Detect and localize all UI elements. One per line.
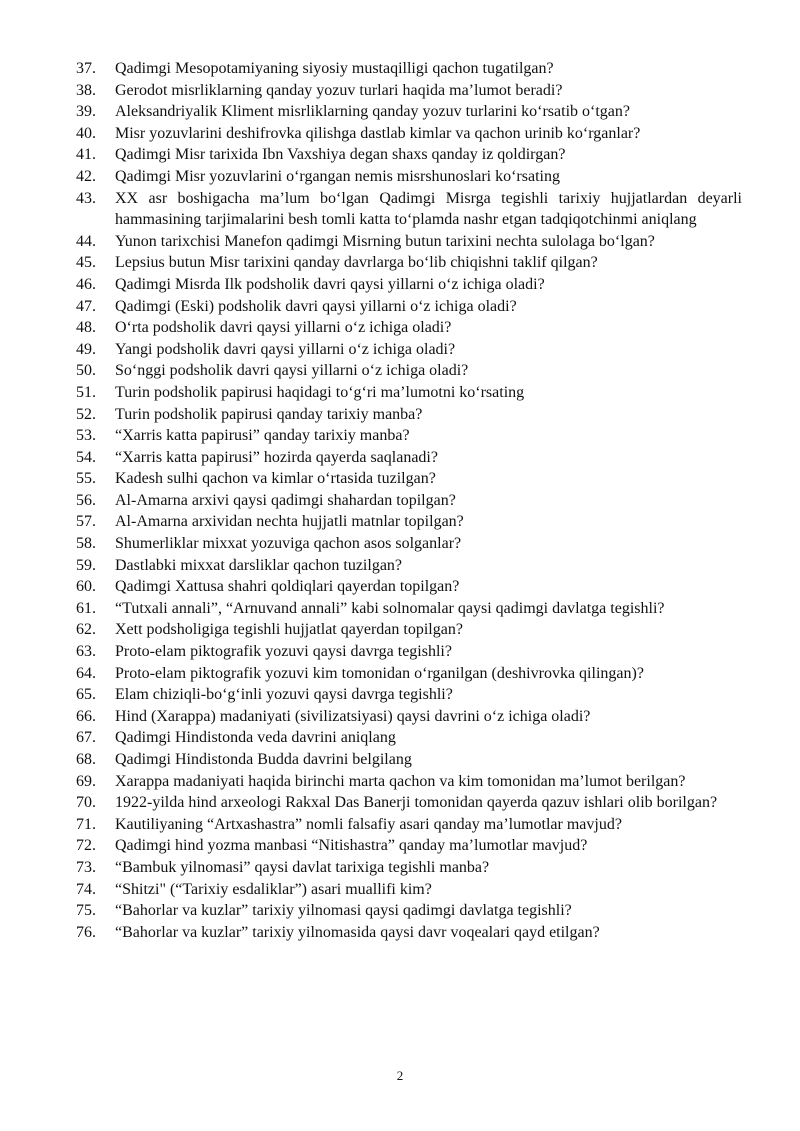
question-text: Qadimgi Misr tarixida Ibn Vaxshiya degan shaxs qanday iz qoldirgan? xyxy=(115,146,566,164)
question-item xyxy=(0,360,800,382)
question-text: Yangi podsholik davri qaysi yillarni o‘z ichiga oladi? xyxy=(115,340,456,358)
question-item xyxy=(0,511,800,533)
question-text: Al-Amarna arxividan nechta hujjatli matnlar topilgan? xyxy=(115,513,464,531)
question-number: 48. xyxy=(76,319,96,337)
question-text: Al-Amarna arxivi qaysi qadimgi shahardan topilgan? xyxy=(115,491,456,509)
question-text: Misr yozuvlarini deshifrovka qilishga dastlab kimlar va qachon urinib ko‘rganlar? xyxy=(115,124,641,142)
question-number: 41. xyxy=(76,146,96,164)
question-item xyxy=(0,447,800,469)
question-number: 43. xyxy=(76,189,96,207)
question-text: Aleksandriyalik Kliment misrliklarning qanday yozuv turlarini ko‘rsatib o‘tgan? xyxy=(115,103,630,121)
question-item xyxy=(0,231,800,253)
question-number: 37. xyxy=(76,60,96,77)
question-text: Shumerliklar mixxat yozuviga qachon asos solganlar? xyxy=(115,535,462,553)
question-item xyxy=(0,274,800,296)
question-item xyxy=(0,296,800,318)
question-number: 51. xyxy=(76,383,96,401)
question-number: 67. xyxy=(76,729,96,747)
question-text: “Bahorlar va kuzlar” tarixiy yilnomasi qaysi qadimgi davlatga tegishli? xyxy=(115,902,572,920)
question-number: 64. xyxy=(76,664,96,682)
question-number: 73. xyxy=(76,858,96,876)
question-text: Qadimgi Misr yozuvlarini o‘rgangan nemis misrshunoslari ko‘rsating xyxy=(115,167,560,185)
question-number: 69. xyxy=(76,772,96,790)
question-text: Kadesh sulhi qachon va kimlar o‘rtasida tuzilgan? xyxy=(115,470,436,488)
question-text: Kautiliyaning “Artxashastra” nomli falsafiy asari qanday ma’lumotlar mavjud? xyxy=(115,815,622,833)
question-list xyxy=(0,58,800,943)
question-number: 54. xyxy=(76,448,96,466)
question-item xyxy=(0,101,800,123)
question-number: 44. xyxy=(76,232,96,250)
question-text: Dastlabki mixxat darsliklar qachon tuzilgan? xyxy=(115,556,403,574)
question-number: 40. xyxy=(76,124,96,142)
question-text: Qadimgi Hindistonda Budda davrini belgilang xyxy=(115,751,412,768)
question-number: 57. xyxy=(76,513,96,531)
question-number: 45. xyxy=(76,254,96,272)
question-text: “Bambuk yilnomasi” qaysi davlat tarixiga tegishli manba? xyxy=(115,858,490,876)
question-text: Turin podsholik papirusi qanday tarixiy manba? xyxy=(115,405,423,423)
question-item xyxy=(0,879,800,901)
question-number: 75. xyxy=(76,902,96,920)
question-number: 66. xyxy=(76,707,96,725)
question-number: 63. xyxy=(76,643,96,661)
question-number: 38. xyxy=(76,81,96,99)
question-number: 56. xyxy=(76,491,96,509)
question-number: 59. xyxy=(76,556,96,574)
question-number: 76. xyxy=(76,923,96,941)
question-number: 71. xyxy=(76,815,96,833)
question-text: Qadimgi (Eski) podsholik davri qaysi yillarni o‘z ichiga oladi? xyxy=(115,297,517,315)
question-number: 53. xyxy=(76,427,96,445)
question-text: Qadimgi Mesopotamiyaning siyosiy mustaqilligi qachon tugatilgan? xyxy=(115,60,554,77)
question-number: 47. xyxy=(76,297,96,315)
question-text: Xarappa madaniyati haqida birinchi marta qachon va kim tomonidan ma’lumot berilgan? xyxy=(115,772,686,790)
question-text: So‘nggi podsholik davri qaysi yillarni o‘z ichiga oladi? xyxy=(115,362,469,380)
question-number: 42. xyxy=(76,167,96,185)
question-number: 65. xyxy=(76,686,96,704)
question-item xyxy=(0,425,800,447)
question-item xyxy=(0,857,800,879)
question-text: Lepsius butun Misr tarixini qanday davrlarga bo‘lib chiqishni taklif qilgan? xyxy=(115,254,598,272)
question-item xyxy=(0,252,800,274)
question-text: Elam chiziqli-bo‘g‘inli yozuvi qaysi davrga tegishli? xyxy=(115,686,453,704)
question-item xyxy=(0,382,800,404)
question-text: “Shitzi" (“Tarixiy esdaliklar”) asari muallifi kim? xyxy=(115,880,432,898)
question-item xyxy=(0,144,800,166)
question-number: 39. xyxy=(76,103,96,121)
question-text: “Xarris katta papirusi” hozirda qayerda saqlanadi? xyxy=(115,448,438,466)
question-text: “Bahorlar va kuzlar” tarixiy yilnomasida qaysi davr voqealari qayd etilgan? xyxy=(115,923,600,941)
question-text: Hind (Xarappa) madaniyati (sivilizatsiyasi) qaysi davrini o‘z ichiga oladi? xyxy=(115,707,591,725)
question-item xyxy=(0,80,800,102)
question-number: 68. xyxy=(76,751,96,768)
question-number: 60. xyxy=(76,578,96,596)
question-item xyxy=(0,663,800,685)
question-number: 62. xyxy=(76,621,96,639)
question-number: 58. xyxy=(76,535,96,553)
question-item xyxy=(0,706,800,728)
question-item xyxy=(0,404,800,426)
question-item xyxy=(0,533,800,555)
question-number: 55. xyxy=(76,470,96,488)
question-text: Qadimgi Misrda Ilk podsholik davri qaysi yillarni o‘z ichiga oladi? xyxy=(115,275,545,293)
question-item xyxy=(0,727,800,749)
question-text: Qadimgi Hindistonda veda davrini aniqlang xyxy=(115,729,396,747)
question-item xyxy=(0,188,800,231)
question-item xyxy=(0,900,800,922)
question-item xyxy=(0,598,800,620)
question-item xyxy=(0,684,800,706)
question-item xyxy=(0,468,800,490)
question-text: Turin podsholik papirusi haqidagi to‘g‘ri ma’lumotni ko‘rsating xyxy=(115,383,525,401)
question-item xyxy=(0,166,800,188)
question-number: 52. xyxy=(76,405,96,423)
question-text: O‘rta podsholik davri qaysi yillarni o‘z ichiga oladi? xyxy=(115,319,452,337)
question-text: Yunon tarixchisi Manefon qadimgi Misrning butun tarixini nechta sulolaga bo‘lgan? xyxy=(115,232,655,250)
question-text: “Xarris katta papirusi” qanday tarixiy manba? xyxy=(115,427,410,445)
question-item xyxy=(0,339,800,361)
question-number: 70. xyxy=(76,794,96,812)
question-item xyxy=(0,835,800,857)
question-number: 74. xyxy=(76,880,96,898)
document-page xyxy=(0,58,800,943)
question-text: Proto-elam piktografik yozuvi kim tomonidan o‘rganilgan (deshivrovka qilingan)? xyxy=(115,664,644,682)
question-item xyxy=(0,814,800,836)
question-item xyxy=(0,123,800,145)
question-text: “Tutxali annali”, “Arnuvand annali” kabi solnomalar qaysi qadimgi davlatga tegishli? xyxy=(115,599,665,617)
question-item xyxy=(0,792,800,814)
question-item xyxy=(0,641,800,663)
question-text: 1922-yilda hind arxeologi Rakxal Das Banerji tomonidan qayerda qazuv ishlari olib borilgan? xyxy=(115,794,718,812)
question-item xyxy=(0,922,800,944)
question-text: Gerodot misrliklarning qanday yozuv turlari haqida ma’lumot beradi? xyxy=(115,81,563,99)
question-text: XX asr boshigacha ma’lum bo‘lgan Qadimgi Misrga tegishli tarixiy hujjatlardan deyarli hammasining tarjimalarini besh tomli katta to‘plamda nashr etgan tadqiqotchinmi aniqlang xyxy=(115,189,742,229)
question-text: Xett podsholigiga tegishli hujjatlat qayerdan topilgan? xyxy=(115,621,463,639)
question-text: Qadimgi hind yozma manbasi “Nitishastra” qanday ma’lumotlar mavjud? xyxy=(115,837,588,855)
question-item xyxy=(0,490,800,512)
question-item xyxy=(0,58,800,80)
question-item xyxy=(0,555,800,577)
question-number: 61. xyxy=(76,599,96,617)
question-item xyxy=(0,749,800,771)
question-text: Proto-elam piktografik yozuvi qaysi davrga tegishli? xyxy=(115,643,452,661)
question-item xyxy=(0,317,800,339)
question-item xyxy=(0,576,800,598)
question-item xyxy=(0,619,800,641)
question-number: 46. xyxy=(76,275,96,293)
question-text: Qadimgi Xattusa shahri qoldiqlari qayerdan topilgan? xyxy=(115,578,460,596)
question-number: 72. xyxy=(76,837,96,855)
question-number: 49. xyxy=(76,340,96,358)
question-number: 50. xyxy=(76,362,96,380)
page-number: 2 xyxy=(396,1068,404,1083)
question-item xyxy=(0,771,800,793)
